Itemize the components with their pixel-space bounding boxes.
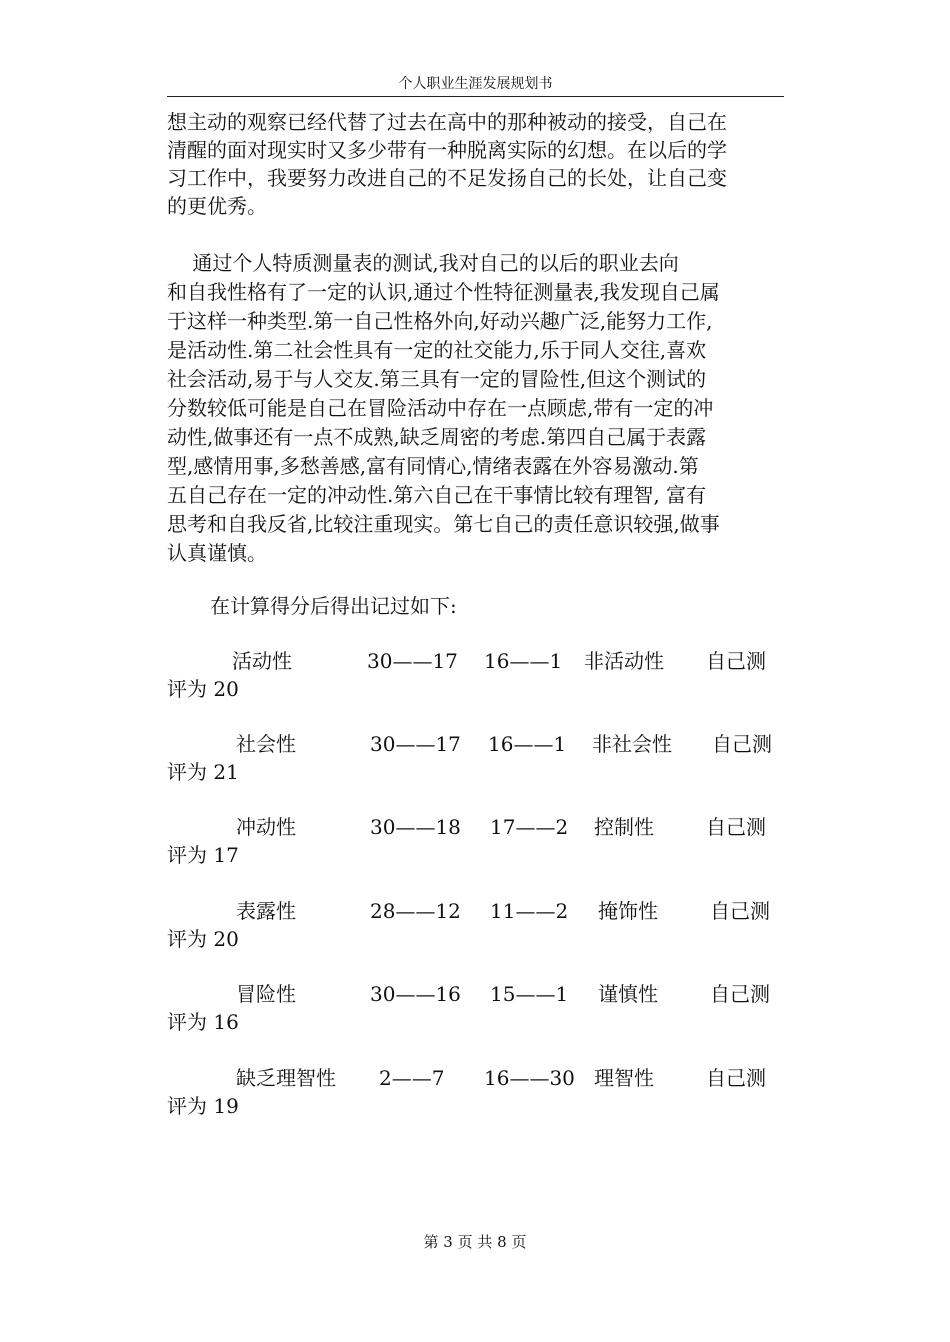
self-label: 自己测 (710, 899, 770, 923)
paragraph-line: 和自我性格有了一定的认识,通过个性特征测量表,我发现自己属 (167, 280, 720, 304)
paragraph-line: 认真谨慎。 (167, 541, 267, 565)
opposite-trait: 谨慎性 (598, 982, 658, 1006)
self-label: 自己测 (712, 732, 772, 756)
score-result: 评为 19 (167, 1094, 239, 1118)
opposite-trait: 掩饰性 (598, 899, 658, 923)
range-high: 30——16 (370, 982, 461, 1006)
range-high: 30——17 (370, 732, 461, 756)
range-high: 28——12 (370, 899, 461, 923)
score-row (0, 897, 950, 951)
opposite-trait: 非活动性 (584, 649, 664, 673)
opposite-trait: 控制性 (594, 815, 654, 839)
score-row (0, 647, 950, 701)
paragraph-line: 于这样一种类型.第一自己性格外向,好动兴趣广泛,能努力工作, (167, 309, 713, 333)
range-low: 11——2 (490, 899, 569, 923)
paragraph-line: 清醒的面对现实时又多少带有一种脱离实际的幻想。在以后的学 (167, 138, 727, 162)
score-intro: 在计算得分后得出记过如下: (210, 594, 457, 618)
trait-name: 冲动性 (236, 815, 296, 839)
self-label: 自己测 (710, 982, 770, 1006)
page-header-title: 个人职业生涯发展规划书 (167, 72, 784, 97)
range-low: 15——1 (490, 982, 569, 1006)
score-result: 评为 16 (167, 1010, 239, 1034)
self-label: 自己测 (706, 815, 766, 839)
page-number: 第 3 页 共 8 页 (423, 1233, 527, 1251)
trait-name: 冒险性 (236, 982, 296, 1006)
opposite-trait: 非社会性 (592, 732, 672, 756)
trait-name: 活动性 (232, 649, 292, 673)
paragraph-line: 分数较低可能是自己在冒险活动中存在一点顾虑,带有一定的冲 (167, 396, 714, 420)
trait-name: 缺乏理智性 (236, 1066, 336, 1090)
range-low: 16——1 (488, 732, 567, 756)
paragraph-line: 的更优秀。 (167, 194, 267, 218)
opposite-trait: 理智性 (594, 1066, 654, 1090)
trait-name: 表露性 (236, 899, 296, 923)
score-row (0, 980, 950, 1034)
paragraph-line: 五自己存在一定的冲动性.第六自己在干事情比较有理智, 富有 (167, 483, 707, 507)
score-row (0, 813, 950, 867)
paragraph-line: 想主动的观察已经代替了过去在高中的那种被动的接受，自己在 (167, 110, 727, 134)
score-result: 评为 21 (167, 760, 239, 784)
paragraph-line: 型,感情用事,多愁善感,富有同情心,情绪表露在外容易激动.第 (167, 454, 699, 478)
paragraph-line: 动性,做事还有一点不成熟,缺乏周密的考虑.第四自己属于表露 (167, 425, 707, 449)
range-high: 2——7 (379, 1066, 445, 1090)
score-row (0, 730, 950, 784)
range-low: 16——1 (484, 649, 563, 673)
paragraph-line: 思考和自我反省,比较注重现实。第七自己的责任意识较强,做事 (167, 512, 720, 536)
paragraph-line: 通过个人特质测量表的测试,我对自己的以后的职业去向 (167, 251, 679, 275)
range-low: 17——2 (490, 815, 569, 839)
range-low: 16——30 (484, 1066, 575, 1090)
score-result: 评为 20 (167, 677, 239, 701)
range-high: 30——17 (367, 649, 458, 673)
range-high: 30——18 (370, 815, 461, 839)
score-result: 评为 17 (167, 843, 239, 867)
paragraph-line: 习工作中，我要努力改进自己的不足发扬自己的长处，让自己变 (167, 166, 727, 190)
self-label: 自己测 (706, 1066, 766, 1090)
score-result: 评为 20 (167, 927, 239, 951)
self-label: 自己测 (706, 649, 766, 673)
trait-name: 社会性 (236, 732, 296, 756)
score-row (0, 1064, 950, 1118)
paragraph-line: 是活动性.第二社会性具有一定的社交能力,乐于同人交往,喜欢 (167, 338, 707, 362)
paragraph-line: 社会活动,易于与人交友.第三具有一定的冒险性,但这个测试的 (167, 367, 707, 391)
